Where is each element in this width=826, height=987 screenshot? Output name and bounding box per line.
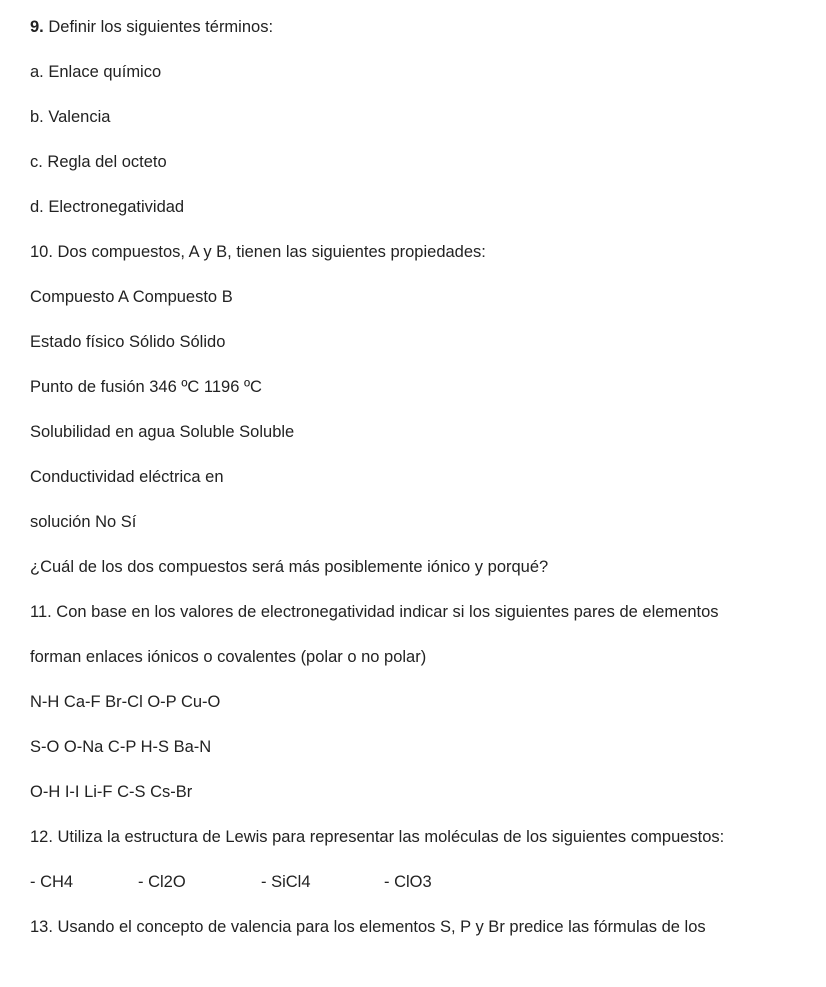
compound-clo3: - ClO3	[384, 873, 432, 891]
question-9-number: 9.	[30, 18, 44, 36]
compound-sicl4: - SiCl4	[261, 873, 311, 891]
table-line-solubility: Solubilidad en agua Soluble Soluble	[30, 423, 295, 441]
question-11-line-2: forman enlaces iónicos o covalentes (polar o no polar)	[30, 648, 427, 666]
term-c: c. Regla del octeto	[30, 153, 167, 171]
term-d: d. Electronegatividad	[30, 198, 185, 216]
table-header-line: Compuesto A Compuesto B	[30, 288, 233, 306]
compound-ch4: - CH4	[30, 873, 74, 891]
element-pairs-row-3: O-H I-I Li-F C-S Cs-Br	[30, 783, 193, 801]
table-line-conductivity: Conductividad eléctrica en	[30, 468, 224, 486]
compound-cl2o: - Cl2O	[138, 873, 186, 891]
question-9-title: Definir los siguientes términos:	[48, 18, 274, 36]
term-a: a. Enlace químico	[30, 63, 162, 81]
table-line-solution: solución No Sí	[30, 513, 137, 531]
element-pairs-row-1: N-H Ca-F Br-Cl O-P Cu-O	[30, 693, 221, 711]
table-line-melting-point: Punto de fusión 346 ºC 1196 ºC	[30, 378, 262, 396]
element-pairs-row-2: S-O O-Na C-P H-S Ba-N	[30, 738, 212, 756]
term-b: b. Valencia	[30, 108, 111, 126]
table-line-physical-state: Estado físico Sólido Sólido	[30, 333, 226, 351]
question-10-title: 10. Dos compuestos, A y B, tienen las siguientes propiedades:	[30, 243, 486, 261]
question-11-line-1: 11. Con base en los valores de electronegatividad indicar si los siguientes pares de elementos	[30, 603, 719, 621]
question-10-question: ¿Cuál de los dos compuestos será más posiblemente iónico y porqué?	[30, 558, 549, 576]
question-9-heading	[30, 17, 273, 37]
question-12-title: 12. Utiliza la estructura de Lewis para representar las moléculas de los siguientes compuestos:	[30, 828, 725, 846]
question-13-title: 13. Usando el concepto de valencia para los elementos S, P y Br predice las fórmulas de los	[30, 918, 706, 936]
